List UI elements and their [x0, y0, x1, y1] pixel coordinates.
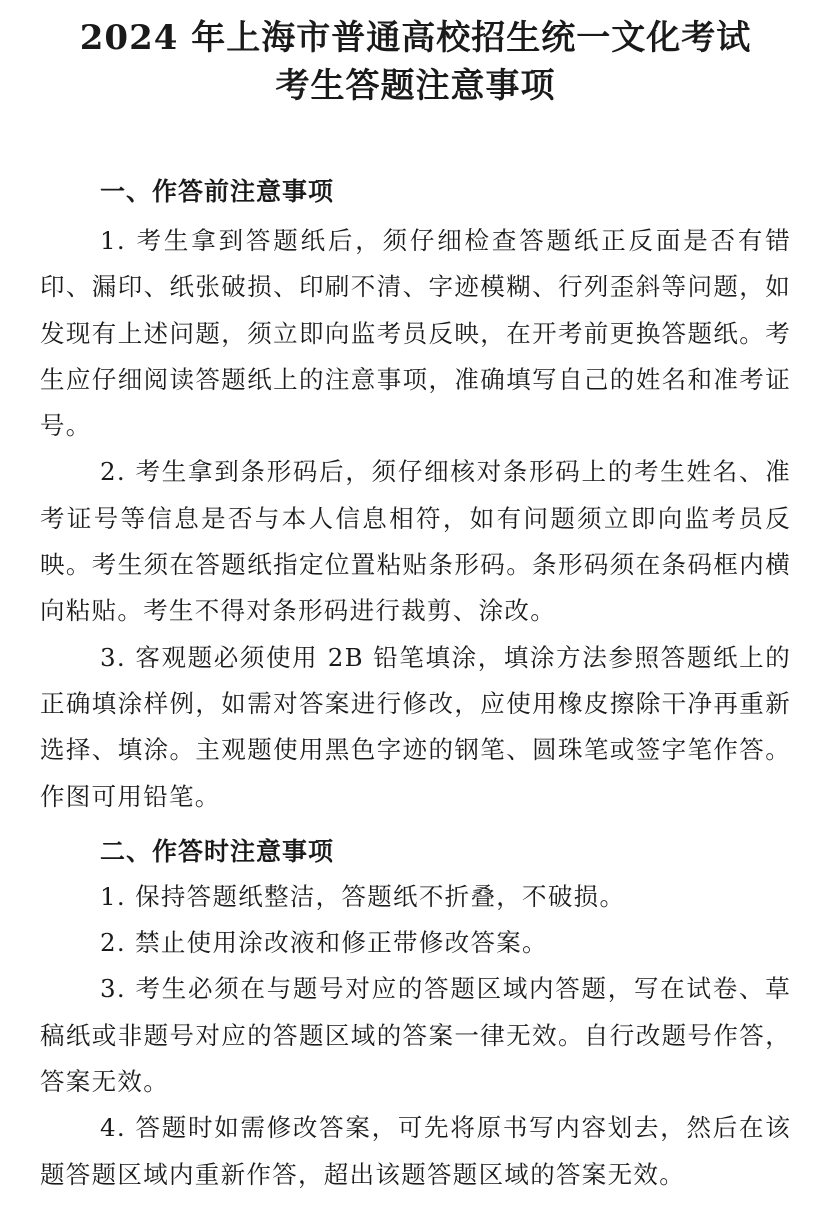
title-line-1: 2024 年上海市普通高校招生统一文化考试 — [79, 18, 752, 58]
rule-paragraph: 3. 考生必须在与题号对应的答题区域内答题，写在试卷、草稿纸或非题号对应的答题区域的答案一律无效。自行改题号作答，答案无效。 — [40, 974, 791, 1097]
title-line-2: 考生答题注意事项 — [275, 66, 556, 106]
rule-paragraph: 1. 考生拿到答题纸后，须仔细检查答题纸正反面是否有错印、漏印、纸张破损、印刷不清、字迹模糊、行列歪斜等问题，如发现有上述问题，须立即向监考员反映，在开考前更换答题纸。考生应仔细阅读答题纸上的注意事项，准确填写自己的姓名和准考证号。 — [40, 226, 791, 441]
rule-paragraph: 4. 答题时如需修改答案，可先将原书写内容划去，然后在该题答题区域内重新作答，超出该题答题区域的答案无效。 — [40, 1113, 791, 1189]
section-heading-while-answering: 二、作答时注意事项 — [100, 836, 335, 866]
rule-paragraph: 2. 考生拿到条形码后，须仔细核对条形码上的考生姓名、准考证号等信息是否与本人信息相符，如有问题须立即向监考员反映。考生须在答题纸指定位置粘贴条形码。条形码须在条码框内横向粘贴。考生不得对条形码进行裁剪、涂改。 — [40, 457, 791, 626]
rule-paragraph: 2. 禁止使用涂改液和修正带修改答案。 — [100, 928, 548, 958]
section-heading-before-answering: 一、作答前注意事项 — [100, 177, 335, 206]
rule-paragraph: 3. 客观题必须使用 2B 铅笔填涂，填涂方法参照答题纸上的正确填涂样例，如需对答案进行修改，应使用橡皮擦除干净再重新选择、填涂。主观题使用黑色字迹的钢笔、圆珠笔或签字笔作答。作图可用铅笔。 — [40, 642, 791, 811]
document-title — [40, 14, 791, 110]
rule-paragraph: 1. 保持答题纸整洁，答题纸不折叠，不破损。 — [100, 881, 626, 911]
